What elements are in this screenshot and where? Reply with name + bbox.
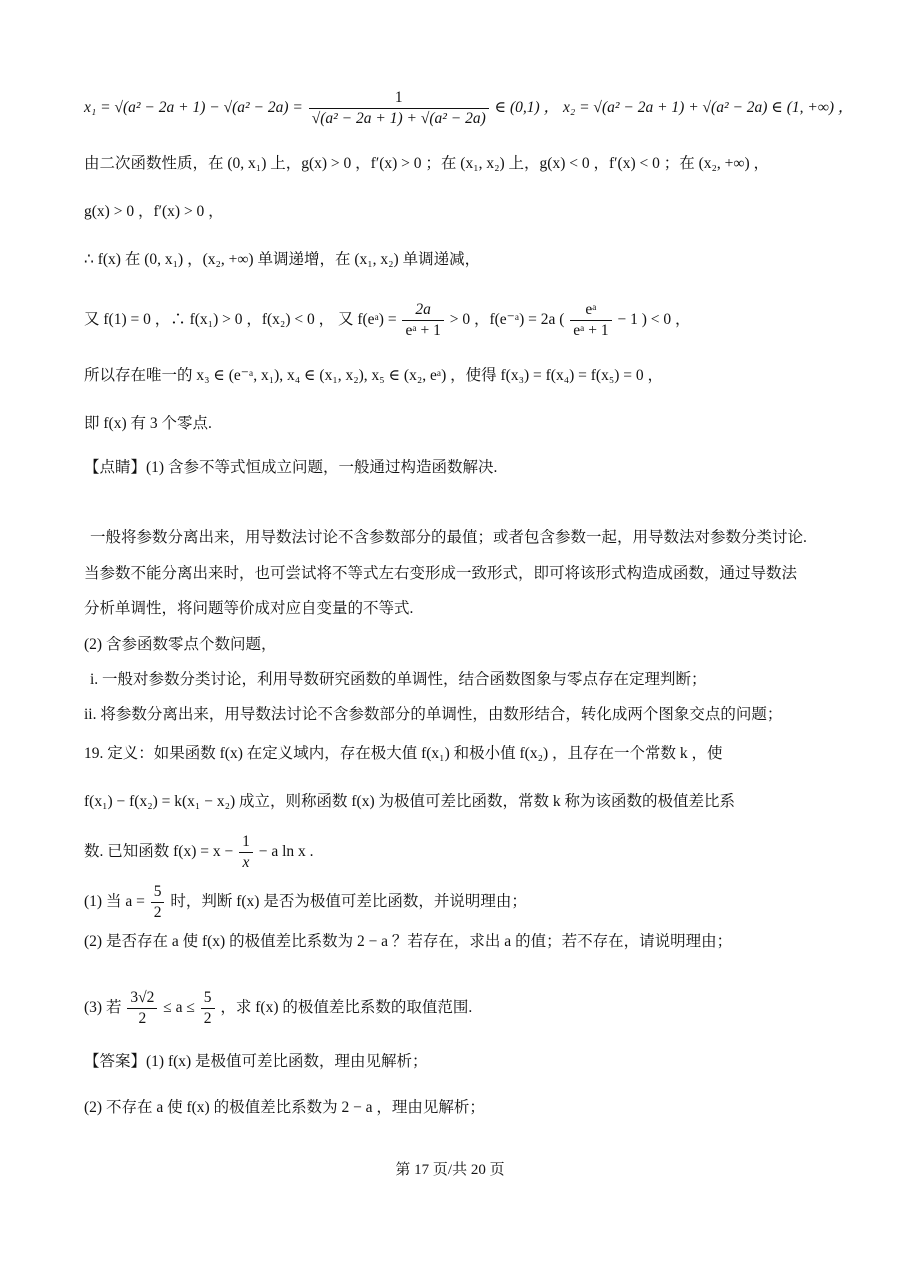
tip-item-ii: ii. 将参数分离出来，用导数法讨论不含参数部分的单调性，由数形结合，转化成两个图象交点的问题； <box>84 706 783 723</box>
fraction-numerator: 1 <box>239 832 253 853</box>
fraction-denominator: 2 <box>138 1010 147 1027</box>
monotonicity-sign-line-cont: g(x) > 0 ，f′(x) > 0 ， <box>84 203 224 220</box>
x1-fraction <box>309 88 489 129</box>
answer-1-line: 【答案】(1) f(x) 是极值可差比函数，理由见解析； <box>84 1053 428 1070</box>
three-root2-over-2-fraction <box>127 988 157 1029</box>
subquestion-3-line <box>84 988 840 1029</box>
x1-x2-expression-line <box>84 88 854 129</box>
subquestion-3-tail: ，求 f(x) 的极值差比系数的取值范围. <box>220 999 473 1017</box>
monotonicity-sign-line: 由二次函数性质，在 (0, x₁) 上，g(x) > 0 ，f′(x) > 0 ；在 (x₁, x₂) 上，g(x) < 0 ，f′(x) < 0 ；在 (x₂, +∞) ， <box>84 155 769 172</box>
x2-expression: ∈ (0,1) ， x₂ = √(a² − 2a + 1) + √(a² − 2a) ∈ (1, +∞) ， <box>494 99 854 117</box>
fraction-numerator: 2a <box>402 300 443 321</box>
function-values-line <box>84 300 840 341</box>
fraction-denominator: x <box>242 854 250 871</box>
tip-item-2-heading: (2) 含参函数零点个数问题， <box>84 636 277 653</box>
f-e-a-fraction <box>402 300 443 341</box>
fraction-numerator: 5 <box>201 988 215 1009</box>
function-values-tail: − 1 ) < 0 ， <box>617 311 691 329</box>
unique-zeros-line: 所以存在唯一的 x₃ ∈ (e⁻ᵃ, x₁), x₄ ∈ (x₁, x₂), x₅ ∈ (x₂, eᵃ) ，使得 f(x₃) = f(x₄) = f(x₅) = 0 ， <box>84 367 664 384</box>
function-def-tail: − a ln x . <box>258 843 314 861</box>
five-halves-fraction <box>151 882 165 923</box>
problem-19-line-1: 19. 定义：如果函数 f(x) 在定义域内，存在极大值 f(x₁) 和极小值 f(x₂) ，且存在一个常数 k ，使 <box>84 745 723 762</box>
subquestion-1-head: (1) 当 a = <box>84 893 145 911</box>
fraction-numerator: 3√2 <box>127 988 157 1009</box>
subquestion-2-line: (2) 是否存在 a 使 f(x) 的极值差比系数为 2 − a ？若存在，求出 a 的值；若不存在，请说明理由； <box>84 933 733 950</box>
subquestion-3-mid: ≤ a ≤ <box>163 999 195 1017</box>
function-def-head: 数. 已知函数 f(x) = x − <box>84 843 234 861</box>
five-halves-fraction <box>201 988 215 1029</box>
fraction-numerator: 1 <box>309 88 489 109</box>
fraction-denominator: eᵃ + 1 <box>573 322 609 339</box>
function-values-mid: > 0 ，f(e⁻ᵃ) = 2a ( <box>449 311 565 329</box>
answer-2-line: (2) 不存在 a 使 f(x) 的极值差比系数为 2 − a ，理由见解析； <box>84 1099 485 1116</box>
fraction-denominator: 2 <box>153 904 162 921</box>
problem-19-line-2: f(x₁) − f(x₂) = k(x₁ − x₂) 成立，则称函数 f(x) 为极值可差比函数，常数 k 称为该函数的极值差比系 <box>84 793 735 810</box>
x1-expression: x₁ = √(a² − 2a + 1) − √(a² − 2a) = <box>84 99 303 117</box>
subquestion-1-line <box>84 882 840 923</box>
fraction-denominator: √(a² − 2a + 1) + √(a² − 2a) <box>311 110 486 127</box>
fraction-numerator: eᵃ <box>570 300 611 321</box>
subquestion-1-tail: 时，判断 f(x) 是否为极值可差比函数，并说明理由； <box>170 893 527 911</box>
tip-item-i: i. 一般对参数分类讨论，利用导数研究函数的单调性，结合函数图象与零点存在定理判断； <box>90 671 707 688</box>
tip-paragraph-line-3: 分析单调性，将问题等价成对应自变量的不等式. <box>84 600 414 617</box>
function-values-head: 又 f(1) = 0 ，∴ f(x₁) > 0 ，f(x₂) < 0 ， 又 f(eᵃ) = <box>84 311 397 329</box>
zero-count-line: 即 f(x) 有 3 个零点. <box>84 415 212 432</box>
fraction-denominator: 2 <box>203 1010 212 1027</box>
page-footer: 第 17 页/共 20 页 <box>395 1162 505 1178</box>
one-over-x-fraction <box>239 832 253 873</box>
problem-19-function-line <box>84 832 840 873</box>
monotonic-intervals-line: ∴ f(x) 在 (0, x₁) ，(x₂, +∞) 单调递增，在 (x₁, x₂) 单调递减， <box>84 251 481 268</box>
tip-paragraph-line-2: 当参数不能分离出来时，也可尝试将不等式左右变形成一致形式，即可将该形式构造成函数，通过导数法 <box>84 565 798 582</box>
fraction-denominator: eᵃ + 1 <box>405 322 441 339</box>
e-a-fraction <box>570 300 611 341</box>
tip-paragraph-line-1: 一般将参数分离出来，用导数法讨论不含参数部分的最值；或者包含参数一起，用导数法对参数分类讨论. <box>90 529 807 546</box>
subquestion-3-head: (3) 若 <box>84 999 122 1017</box>
fraction-numerator: 5 <box>151 882 165 903</box>
tip-heading-line: 【点睛】(1) 含参不等式恒成立问题，一般通过构造函数解决. <box>84 459 498 476</box>
